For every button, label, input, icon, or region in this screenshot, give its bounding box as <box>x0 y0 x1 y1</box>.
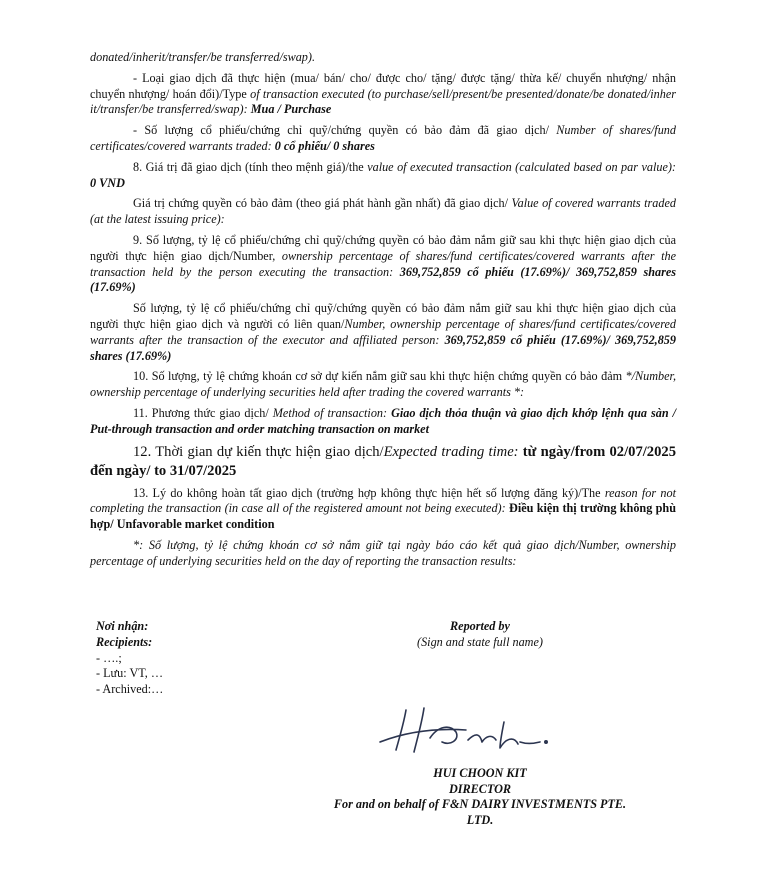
text-en: ownership percentage of shares/fund certificates/covered warrants after the transaction held by the person executing the transaction: <box>90 248 676 279</box>
para-reason <box>90 486 676 533</box>
value-shares-traded: 0 cổ phiếu/ 0 shares <box>274 138 375 153</box>
value-holding-after: 369,752,859 cổ phiếu (17.69%)/ 369,752,859 shares (17.69%) <box>90 264 676 295</box>
value-reason: Điều kiện thị trường không phù hợp/ Unfavorable market condition <box>90 501 676 532</box>
signature-image <box>376 702 566 760</box>
reported-by-block <box>380 619 580 651</box>
recipient-line: - Archived:… <box>96 682 164 697</box>
text-vn: 12. Thời gian dự kiến thực hiện giao dịch/ <box>133 443 384 460</box>
text-en: Value of covered warrants traded (at the latest issuing price): <box>90 196 676 227</box>
signer-title: DIRECTOR <box>448 781 512 796</box>
text-vn: - Số lượng cổ phiếu/chứng chỉ quỹ/chứng quyền có bảo đảm đã giao dịch/ <box>133 123 557 138</box>
text-en: Number, ownership percentage of shares/fund certificates/covered warrants after the transaction of the executor and affiliated person: <box>90 316 676 347</box>
text-vn: 13. Lý do không hoàn tất giao dịch (trường hợp không thực hiện hết số lượng đăng ký)/The <box>133 485 605 500</box>
text-vn: Giá trị chứng quyền có bảo đảm (theo giá phát hành gần nhất) đã giao dịch/ <box>133 196 512 211</box>
para-transaction-types-end: donated/inherit/transfer/be transferred/swap). <box>90 50 316 64</box>
recipients-label-en: Recipients: <box>96 634 153 649</box>
para-holding-after <box>90 233 676 296</box>
text-vn: 11. Phương thức giao dịch/ <box>133 405 273 420</box>
recipient-line: - ….; <box>96 650 122 665</box>
value-method: Giao dịch thỏa thuận và giao dịch khớp lệnh qua sàn / Put-through transaction and order matching transaction on market <box>90 405 676 436</box>
sign-note: (Sign and state full name) <box>417 634 543 649</box>
text-en: */Number, ownership percentage of underlying securities held after trading the covered warrants *: <box>90 369 676 400</box>
para-shares-traded <box>90 123 676 155</box>
para-expected-time <box>90 443 676 481</box>
text-vn: Số lượng, tỷ lệ cổ phiếu/chứng chỉ quỹ/chứng quyền có bảo đảm nắm giữ sau khi thực hiện giao dịch của người thực hiện giao dịch và người có liên quan/ <box>90 301 676 331</box>
text-en: value of executed transaction (calculated based on par value): <box>367 159 676 174</box>
para-method <box>90 406 676 438</box>
para-warrant-value <box>90 196 676 228</box>
para-footnote: *: Số lượng, tỷ lệ chứng khoán cơ sở nắm giữ tại ngày báo cáo kết quả giao dịch/Number, ownership percentage of underlying securities held on the day of reporting the transaction results: <box>90 537 676 568</box>
value-transaction-type: Mua / Purchase <box>250 102 332 117</box>
document-body <box>90 50 676 575</box>
on-behalf-line-2: LTD. <box>466 812 494 827</box>
value-holding-affiliated: 369,752,859 cổ phiếu (17.69%)/ 369,752,859 shares (17.69%) <box>90 332 676 363</box>
text-en: Expected trading time: <box>383 443 523 460</box>
recipients-block <box>96 619 163 698</box>
recipient-line: - Lưu: VT, … <box>96 666 164 681</box>
value-expected-time: từ ngày/from 02/07/2025 đến ngày/ to 31/07/2025 <box>90 443 676 479</box>
signer-block <box>300 766 660 828</box>
signer-name: HUI CHOON KIT <box>433 766 527 780</box>
text-en: of transaction executed (to purchase/sell/present/be presented/donate/be donated/inher it/transfer/be transferred/swap): <box>90 86 677 117</box>
text-vn: - Loại giao dịch đã thực hiện (mua/ bán/ cho/ được cho/ tặng/ được tặng/ thừa kế/ chuyển nhượng/ nhận chuyển nhượng/ hoán đổi)/Type <box>90 70 676 101</box>
reported-by-label: Reported by <box>450 619 510 633</box>
text-en: reason for not completing the transaction (in case all of the registered amount not being executed): <box>90 485 676 516</box>
recipients-label-vn: Nơi nhận: <box>96 619 149 633</box>
value-executed: 0 VND <box>90 175 125 190</box>
on-behalf-line: For and on behalf of F&N DAIRY INVESTMENTS PTE. <box>333 797 627 812</box>
text-vn: 8. Giá trị đã giao dịch (tính theo mệnh giá)/the <box>133 159 368 174</box>
para-holding-affiliated <box>90 301 676 364</box>
para-transaction-type <box>90 71 676 118</box>
text-en: Number of shares/fund certificates/covered warrants traded: <box>90 123 676 153</box>
text-vn: 9. Số lượng, tỷ lệ cổ phiếu/chứng chỉ quỹ/chứng quyền có bảo đảm nắm giữ sau khi thực hiện giao dịch của người thực hiện giao dịch/Number, <box>90 232 676 263</box>
para-underlying-expected <box>90 369 676 401</box>
para-executed-value <box>90 160 676 192</box>
text-vn: 10. Số lượng, tỷ lệ chứng khoán cơ sở dự kiến nắm giữ sau khi thực hiện chứng quyền có bảo đảm <box>133 369 626 384</box>
text-en: Method of transaction: <box>272 405 392 420</box>
